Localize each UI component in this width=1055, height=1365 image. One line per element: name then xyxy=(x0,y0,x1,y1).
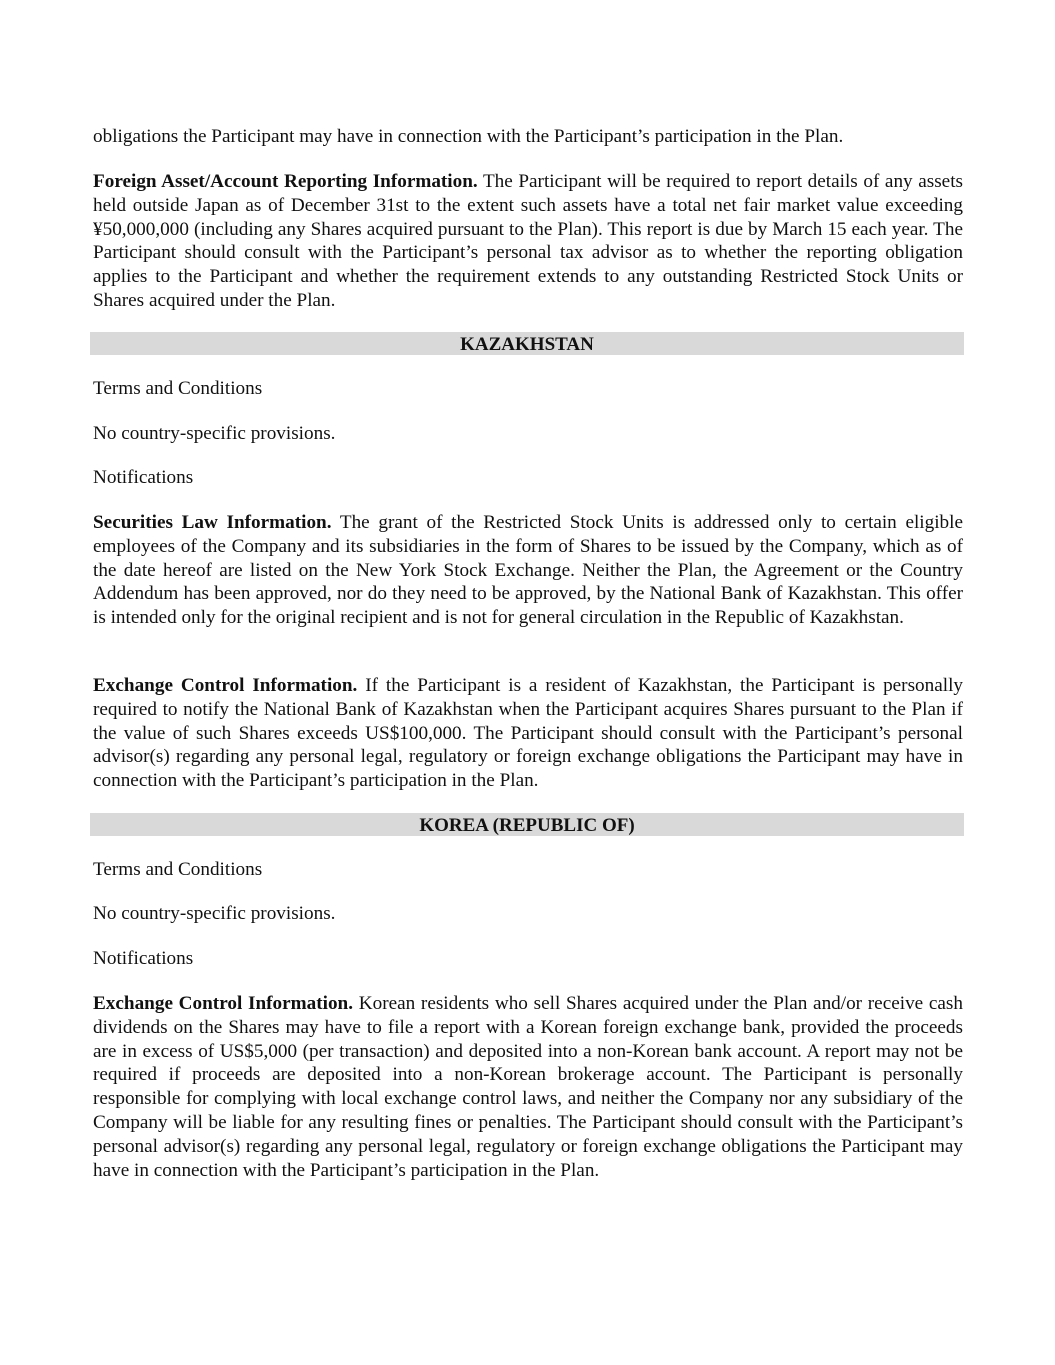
kazakhstan-section-header: KAZAKHSTAN xyxy=(90,332,964,355)
kazakhstan-exchange-paragraph xyxy=(93,674,963,793)
kazakhstan-exchange-heading: Exchange Control Information. xyxy=(93,675,358,696)
intro-paragraph: obligations the Participant may have in connection with the Participant’s participation in the Plan. xyxy=(93,126,844,147)
kazakhstan-securities-paragraph xyxy=(93,511,963,630)
kazakhstan-securities-heading: Securities Law Information. xyxy=(93,512,332,533)
kazakhstan-securities-body: The grant of the Restricted Stock Units is addressed only to certain eligible employees of the Company and its subsidiaries in the form of Shares to be issued by the Company, which as of the date hereof are listed on the New York Stock Exchange. Neither the Plan, the Agreement or the Country Addendum has been approved, nor do they need to be approved, by the National Bank of Kazakhstan. This offer is intended only for the original recipient and is not for general circulation in the Republic of Kazakhstan. xyxy=(93,512,963,629)
korea-exchange-body: Korean residents who sell Shares acquired under the Plan and/or receive cash dividends on the Shares may have to file a report with a Korean foreign exchange bank, provided the proceeds are in excess of US$5,000 (per transaction) and deposited into a non-Korean bank account. A report may not be required if proceeds are deposited into a non-Korean brokerage account. The Participant is personally responsible for complying with local exchange control laws, and neither the Company nor any subsidiary of the Company will be liable for any resulting fines or penalties. The Participant should consult with the Participant’s personal advisor(s) regarding any personal legal, regulatory or foreign exchange obligations the Participant may have in connection with the Participant’s participation in the Plan. xyxy=(93,993,963,1181)
japan-foreign-asset-heading: Foreign Asset/Account Reporting Information. xyxy=(93,171,478,192)
korea-notifications-label: Notifications xyxy=(93,948,194,969)
korea-section-header: KOREA (REPUBLIC OF) xyxy=(90,813,964,836)
korea-no-provisions: No country-specific provisions. xyxy=(93,903,336,924)
japan-foreign-asset-paragraph xyxy=(93,170,963,313)
japan-foreign-asset-body: The Participant will be required to report details of any assets held outside Japan as of December 31st to the extent such assets have a total net fair market value exceeding ¥50,000,000 (including any Shares acquired pursuant to the Plan). This report is due by March 15 each year. The Participant should consult with the Participant’s personal tax advisor as to whether the reporting obligation applies to the Participant and whether the requirement extends to any outstanding Restricted Stock Units or Shares acquired under the Plan. xyxy=(93,171,963,311)
kazakhstan-notifications-label: Notifications xyxy=(93,467,194,488)
korea-exchange-paragraph xyxy=(93,992,963,1182)
kazakhstan-no-provisions: No country-specific provisions. xyxy=(93,423,336,444)
kazakhstan-exchange-body: If the Participant is a resident of Kazakhstan, the Participant is personally required to notify the National Bank of Kazakhstan when the Participant acquires Shares pursuant to the Plan if the value of such Shares exceeds US$100,000. The Participant should consult with the Participant’s personal advisor(s) regarding any personal legal, regulatory or foreign exchange obligations the Participant may have in connection with the Participant’s participation in the Plan. xyxy=(93,675,963,792)
korea-exchange-heading: Exchange Control Information. xyxy=(93,993,354,1014)
kazakhstan-terms-label: Terms and Conditions xyxy=(93,378,263,399)
korea-terms-label: Terms and Conditions xyxy=(93,859,263,880)
